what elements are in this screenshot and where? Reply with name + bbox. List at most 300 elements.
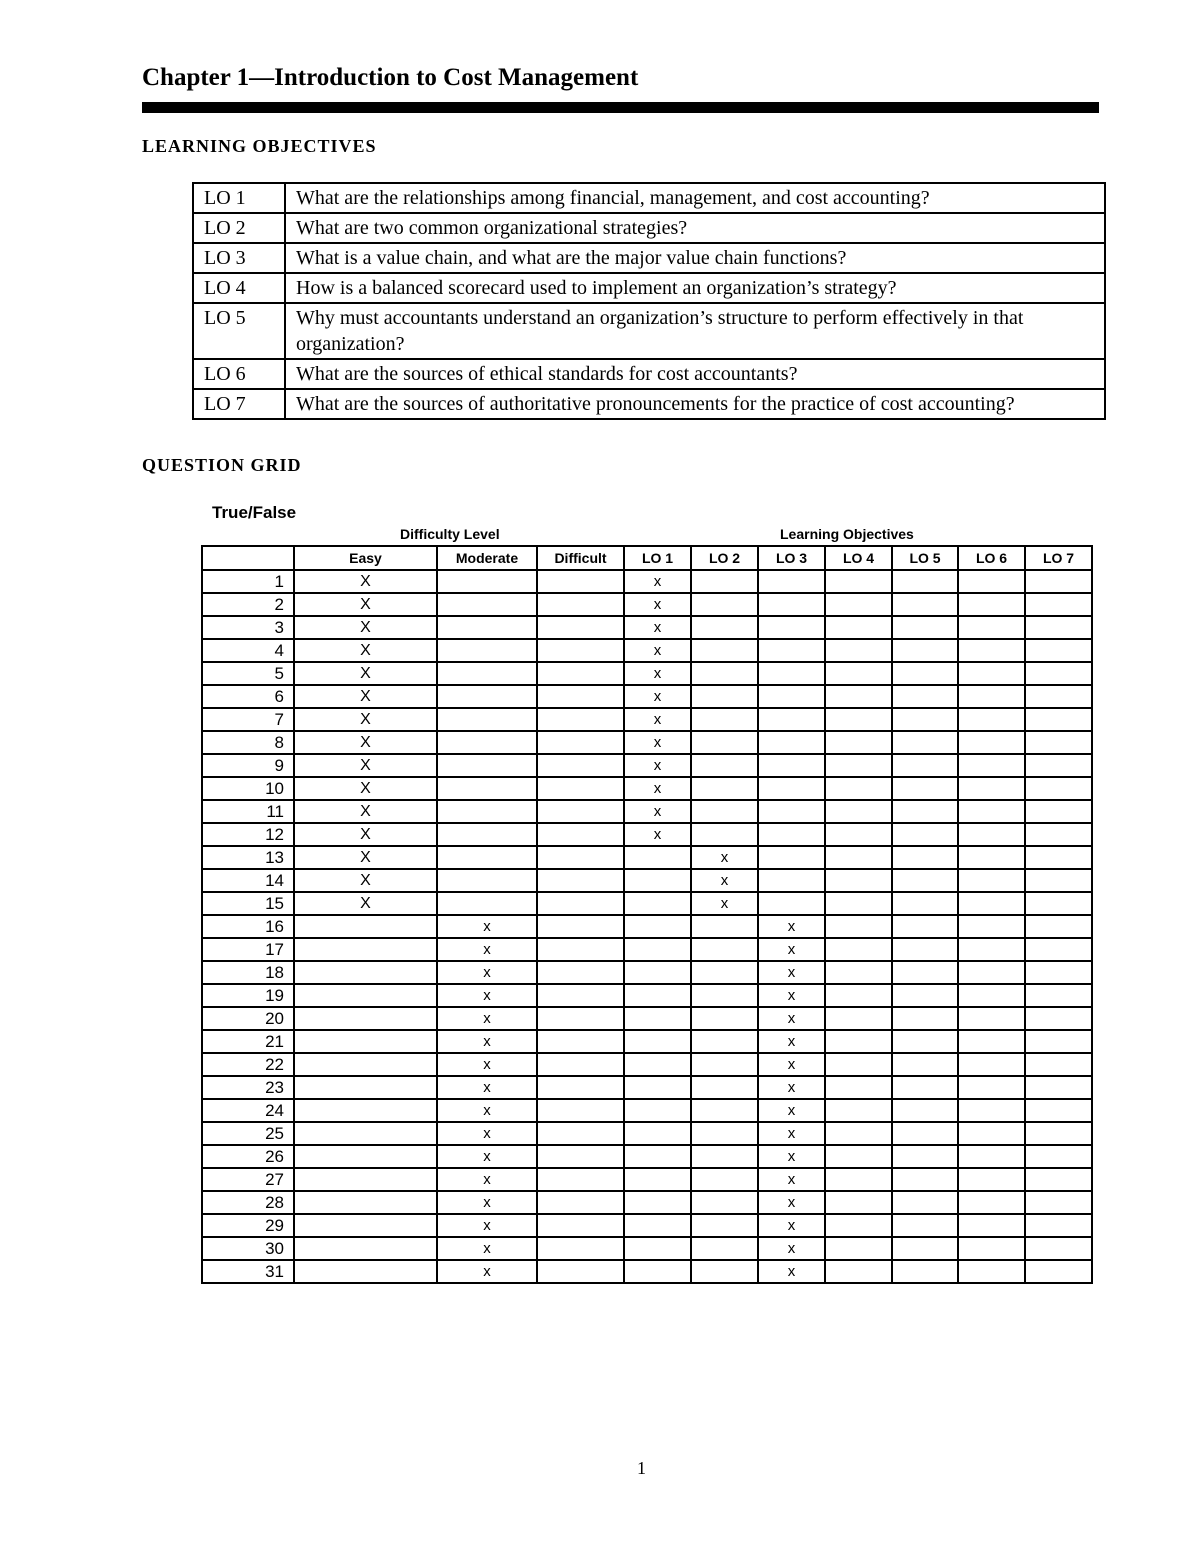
grid-mark-cell [691, 593, 758, 616]
grid-mark-cell [892, 1076, 958, 1099]
grid-mark-cell: x [758, 1076, 825, 1099]
grid-mark-cell [691, 1260, 758, 1283]
grid-mark-cell [758, 846, 825, 869]
question-number-cell: 25 [202, 1122, 294, 1145]
grid-mark-cell [892, 754, 958, 777]
question-number-cell: 10 [202, 777, 294, 800]
lo-row [193, 389, 1105, 419]
grid-mark-cell [537, 1122, 624, 1145]
grid-mark-cell [1025, 1007, 1092, 1030]
grid-mark-cell [892, 662, 958, 685]
grid-mark-cell: x [437, 984, 537, 1007]
grid-mark-cell [1025, 1122, 1092, 1145]
grid-mark-cell [691, 823, 758, 846]
grid-column-header: Moderate [437, 546, 537, 570]
grid-column-header: Easy [294, 546, 437, 570]
question-number-cell: 31 [202, 1260, 294, 1283]
lo-text-cell: What are the relationships among financial, management, and cost accounting? [285, 183, 1105, 213]
grid-mark-cell [437, 731, 537, 754]
grid-mark-cell [294, 961, 437, 984]
grid-mark-cell [537, 685, 624, 708]
grid-mark-cell [437, 777, 537, 800]
grid-mark-cell [437, 846, 537, 869]
grid-mark-cell [537, 570, 624, 593]
grid-mark-cell [1025, 708, 1092, 731]
table-row [202, 1007, 1092, 1030]
grid-mark-cell [958, 1191, 1025, 1214]
grid-mark-cell: x [758, 938, 825, 961]
question-number-cell: 4 [202, 639, 294, 662]
grid-mark-cell [1025, 1076, 1092, 1099]
grid-mark-cell [537, 1053, 624, 1076]
grid-mark-cell [437, 708, 537, 731]
grid-mark-cell [758, 892, 825, 915]
grid-mark-cell [958, 1007, 1025, 1030]
grid-mark-cell [691, 1191, 758, 1214]
grid-mark-cell: x [437, 915, 537, 938]
grid-mark-cell [825, 984, 892, 1007]
grid-mark-cell [1025, 984, 1092, 1007]
table-row [202, 984, 1092, 1007]
question-number-cell: 30 [202, 1237, 294, 1260]
grid-mark-cell [437, 593, 537, 616]
table-row [202, 1145, 1092, 1168]
grid-mark-cell: x [624, 777, 691, 800]
grid-mark-cell: x [437, 938, 537, 961]
grid-mark-cell: X [294, 869, 437, 892]
grid-mark-cell [624, 869, 691, 892]
grid-mark-cell [958, 616, 1025, 639]
grid-mark-cell [691, 777, 758, 800]
grid-mark-cell [691, 984, 758, 1007]
grid-mark-cell: x [437, 1237, 537, 1260]
grid-mark-cell [537, 777, 624, 800]
grid-mark-cell [958, 570, 1025, 593]
grid-mark-cell [1025, 823, 1092, 846]
grid-mark-cell [537, 1145, 624, 1168]
grid-mark-cell [537, 961, 624, 984]
difficulty-level-label: Difficulty Level [400, 526, 500, 542]
grid-mark-cell [691, 754, 758, 777]
question-number-cell: 1 [202, 570, 294, 593]
grid-mark-cell [958, 593, 1025, 616]
lo-row [193, 303, 1105, 359]
grid-mark-cell: x [437, 1191, 537, 1214]
grid-mark-cell [825, 1214, 892, 1237]
grid-mark-cell [892, 938, 958, 961]
grid-mark-cell: x [437, 1076, 537, 1099]
grid-mark-cell [825, 1007, 892, 1030]
table-row [202, 1053, 1092, 1076]
grid-mark-cell: x [758, 1053, 825, 1076]
question-grid-heading: QUESTION GRID [142, 455, 302, 475]
lo-id-cell: LO 4 [193, 273, 285, 303]
grid-mark-cell [294, 938, 437, 961]
grid-mark-cell: x [624, 616, 691, 639]
table-row [202, 1214, 1092, 1237]
grid-mark-cell [537, 593, 624, 616]
grid-mark-cell: x [437, 1053, 537, 1076]
grid-column-header: LO 5 [892, 546, 958, 570]
grid-mark-cell [758, 777, 825, 800]
grid-header-row [202, 546, 1092, 570]
lo-id-cell: LO 2 [193, 213, 285, 243]
table-row [202, 1168, 1092, 1191]
table-row [202, 1260, 1092, 1283]
question-number-cell: 27 [202, 1168, 294, 1191]
grid-mark-cell [1025, 1030, 1092, 1053]
grid-mark-cell [294, 1168, 437, 1191]
grid-mark-cell [691, 1030, 758, 1053]
grid-mark-cell [1025, 616, 1092, 639]
grid-mark-cell [537, 731, 624, 754]
grid-mark-cell [892, 961, 958, 984]
grid-mark-cell [758, 570, 825, 593]
grid-mark-cell [624, 915, 691, 938]
grid-mark-cell [1025, 754, 1092, 777]
grid-mark-cell [892, 1260, 958, 1283]
grid-mark-cell: x [758, 961, 825, 984]
grid-mark-cell [691, 1168, 758, 1191]
grid-mark-cell [892, 1237, 958, 1260]
table-row [202, 961, 1092, 984]
grid-mark-cell [294, 984, 437, 1007]
grid-mark-cell [437, 685, 537, 708]
grid-mark-cell [624, 1122, 691, 1145]
grid-mark-cell [537, 984, 624, 1007]
grid-mark-cell: X [294, 731, 437, 754]
grid-mark-cell [825, 938, 892, 961]
grid-mark-cell: x [624, 708, 691, 731]
grid-mark-cell [691, 1076, 758, 1099]
grid-mark-cell [892, 708, 958, 731]
grid-mark-cell: x [437, 1122, 537, 1145]
question-number-cell: 11 [202, 800, 294, 823]
grid-mark-cell [691, 1237, 758, 1260]
grid-mark-cell [958, 1145, 1025, 1168]
grid-mark-cell [1025, 869, 1092, 892]
grid-mark-cell [758, 754, 825, 777]
grid-mark-cell [1025, 639, 1092, 662]
table-row [202, 777, 1092, 800]
grid-mark-cell [537, 1030, 624, 1053]
grid-mark-cell [437, 570, 537, 593]
grid-mark-cell [958, 731, 1025, 754]
grid-mark-cell [624, 1214, 691, 1237]
grid-mark-cell [892, 1122, 958, 1145]
grid-mark-cell [825, 708, 892, 731]
grid-mark-cell [691, 1122, 758, 1145]
table-row [202, 708, 1092, 731]
grid-mark-cell [294, 1260, 437, 1283]
grid-mark-cell [1025, 1053, 1092, 1076]
grid-mark-cell [691, 639, 758, 662]
grid-mark-cell [758, 593, 825, 616]
grid-mark-cell [1025, 570, 1092, 593]
question-number-cell: 29 [202, 1214, 294, 1237]
lo-row [193, 243, 1105, 273]
grid-mark-cell [437, 869, 537, 892]
grid-mark-cell: x [758, 984, 825, 1007]
grid-mark-cell [958, 754, 1025, 777]
lo-text-cell: What are the sources of authoritative pronouncements for the practice of cost accounting? [285, 389, 1105, 419]
grid-mark-cell [1025, 777, 1092, 800]
grid-mark-cell [294, 1214, 437, 1237]
grid-mark-cell: X [294, 662, 437, 685]
grid-mark-cell: x [758, 1214, 825, 1237]
grid-mark-cell [892, 685, 958, 708]
grid-mark-cell [537, 708, 624, 731]
lo-text-cell: What are two common organizational strategies? [285, 213, 1105, 243]
grid-mark-cell [1025, 800, 1092, 823]
grid-mark-cell [825, 846, 892, 869]
grid-mark-cell [825, 1191, 892, 1214]
grid-mark-cell [758, 685, 825, 708]
grid-mark-cell: x [758, 1191, 825, 1214]
grid-mark-cell [294, 1076, 437, 1099]
grid-mark-cell [1025, 1214, 1092, 1237]
grid-mark-cell [958, 1030, 1025, 1053]
grid-mark-cell [892, 639, 958, 662]
grid-mark-cell [537, 662, 624, 685]
grid-mark-cell [691, 570, 758, 593]
table-row [202, 823, 1092, 846]
grid-column-header: LO 3 [758, 546, 825, 570]
grid-mark-cell [825, 593, 892, 616]
grid-body [202, 570, 1092, 1283]
grid-mark-cell [892, 869, 958, 892]
lo-id-cell: LO 7 [193, 389, 285, 419]
grid-mark-cell [691, 1007, 758, 1030]
grid-mark-cell: X [294, 570, 437, 593]
lo-text-cell: What is a value chain, and what are the major value chain functions? [285, 243, 1105, 273]
question-number-cell: 14 [202, 869, 294, 892]
grid-column-header: LO 4 [825, 546, 892, 570]
grid-mark-cell [1025, 915, 1092, 938]
grid-mark-cell [892, 777, 958, 800]
grid-mark-cell [624, 961, 691, 984]
grid-mark-cell: x [437, 961, 537, 984]
grid-mark-cell [537, 869, 624, 892]
question-number-cell: 9 [202, 754, 294, 777]
grid-mark-cell [758, 823, 825, 846]
grid-mark-cell [537, 915, 624, 938]
learning-objectives-body [193, 183, 1105, 419]
grid-mark-cell [825, 1122, 892, 1145]
question-number-cell: 7 [202, 708, 294, 731]
grid-mark-cell [958, 915, 1025, 938]
grid-mark-cell: x [624, 639, 691, 662]
grid-mark-cell: X [294, 708, 437, 731]
table-row [202, 846, 1092, 869]
grid-mark-cell [691, 685, 758, 708]
grid-mark-cell [537, 616, 624, 639]
table-row [202, 593, 1092, 616]
grid-column-header: LO 7 [1025, 546, 1092, 570]
grid-mark-cell [1025, 892, 1092, 915]
grid-mark-cell [624, 1191, 691, 1214]
grid-mark-cell [294, 1007, 437, 1030]
grid-mark-cell [691, 1053, 758, 1076]
table-row [202, 892, 1092, 915]
question-grid-table [201, 545, 1093, 1284]
table-row [202, 1191, 1092, 1214]
grid-mark-cell: x [437, 1030, 537, 1053]
grid-mark-cell [691, 662, 758, 685]
grid-mark-cell [691, 708, 758, 731]
grid-mark-cell [294, 1237, 437, 1260]
grid-mark-cell [1025, 1260, 1092, 1283]
grid-mark-cell: x [624, 754, 691, 777]
grid-mark-cell [892, 1145, 958, 1168]
grid-mark-cell [691, 1145, 758, 1168]
question-number-cell: 17 [202, 938, 294, 961]
question-number-cell: 21 [202, 1030, 294, 1053]
lo-id-cell: LO 5 [193, 303, 285, 359]
question-number-cell: 26 [202, 1145, 294, 1168]
grid-mark-cell [691, 1099, 758, 1122]
question-number-cell: 22 [202, 1053, 294, 1076]
grid-mark-cell [691, 800, 758, 823]
grid-mark-cell: x [624, 662, 691, 685]
grid-mark-cell [691, 1214, 758, 1237]
lo-text-cell: What are the sources of ethical standards for cost accountants? [285, 359, 1105, 389]
true-false-label: True/False [212, 503, 297, 522]
grid-mark-cell [624, 1030, 691, 1053]
grid-mark-cell [892, 1053, 958, 1076]
table-row [202, 639, 1092, 662]
lo-row [193, 213, 1105, 243]
grid-mark-cell: X [294, 823, 437, 846]
grid-mark-cell [1025, 961, 1092, 984]
grid-mark-cell [1025, 685, 1092, 708]
grid-mark-cell [958, 1237, 1025, 1260]
grid-mark-cell: x [437, 1260, 537, 1283]
grid-mark-cell [958, 708, 1025, 731]
grid-mark-cell [892, 1214, 958, 1237]
lo-id-cell: LO 6 [193, 359, 285, 389]
grid-mark-cell [825, 869, 892, 892]
table-row [202, 800, 1092, 823]
grid-mark-cell [1025, 846, 1092, 869]
table-row [202, 616, 1092, 639]
grid-mark-cell: x [624, 731, 691, 754]
question-number-cell: 20 [202, 1007, 294, 1030]
grid-mark-cell [825, 1168, 892, 1191]
grid-mark-cell [825, 1030, 892, 1053]
grid-mark-cell: X [294, 639, 437, 662]
grid-mark-cell [892, 616, 958, 639]
table-row [202, 685, 1092, 708]
grid-mark-cell [437, 754, 537, 777]
grid-mark-cell [294, 1122, 437, 1145]
grid-mark-cell [537, 938, 624, 961]
grid-mark-cell: x [437, 1007, 537, 1030]
table-row [202, 1122, 1092, 1145]
table-row [202, 754, 1092, 777]
grid-mark-cell: x [624, 685, 691, 708]
grid-mark-cell [691, 915, 758, 938]
grid-mark-cell: x [437, 1145, 537, 1168]
question-number-cell: 19 [202, 984, 294, 1007]
grid-mark-cell: X [294, 800, 437, 823]
grid-mark-cell: x [758, 1237, 825, 1260]
grid-mark-cell [892, 593, 958, 616]
grid-mark-cell [624, 1007, 691, 1030]
table-row [202, 1237, 1092, 1260]
grid-mark-cell [825, 1260, 892, 1283]
question-number-cell: 15 [202, 892, 294, 915]
grid-mark-cell: X [294, 754, 437, 777]
grid-mark-cell [892, 915, 958, 938]
grid-mark-cell [958, 662, 1025, 685]
grid-mark-cell [537, 639, 624, 662]
grid-mark-cell [437, 662, 537, 685]
grid-mark-cell [691, 731, 758, 754]
grid-mark-cell [1025, 1237, 1092, 1260]
title-rule [142, 102, 1099, 113]
grid-mark-cell [958, 823, 1025, 846]
grid-mark-cell [825, 1237, 892, 1260]
grid-mark-cell [758, 800, 825, 823]
question-number-cell: 24 [202, 1099, 294, 1122]
grid-mark-cell [437, 616, 537, 639]
grid-mark-cell [537, 1191, 624, 1214]
grid-mark-cell: x [691, 846, 758, 869]
grid-mark-cell [825, 685, 892, 708]
question-number-cell: 8 [202, 731, 294, 754]
question-number-cell: 3 [202, 616, 294, 639]
grid-mark-cell [892, 846, 958, 869]
grid-mark-cell [825, 915, 892, 938]
grid-mark-cell [892, 984, 958, 1007]
table-row [202, 915, 1092, 938]
grid-mark-cell: x [758, 1122, 825, 1145]
grid-mark-cell [537, 1237, 624, 1260]
grid-mark-cell [294, 1191, 437, 1214]
grid-mark-cell: x [624, 570, 691, 593]
grid-mark-cell: X [294, 685, 437, 708]
grid-mark-cell [758, 639, 825, 662]
grid-mark-cell [1025, 1099, 1092, 1122]
grid-mark-cell [825, 800, 892, 823]
grid-mark-cell [892, 731, 958, 754]
grid-mark-cell [958, 938, 1025, 961]
grid-mark-cell [537, 846, 624, 869]
grid-mark-cell [958, 1053, 1025, 1076]
chapter-title: Chapter 1—Introduction to Cost Management [142, 64, 639, 91]
question-number-cell: 13 [202, 846, 294, 869]
question-number-cell: 23 [202, 1076, 294, 1099]
learning-objectives-group-label: Learning Objectives [780, 526, 914, 542]
grid-mark-cell [892, 1030, 958, 1053]
table-row [202, 938, 1092, 961]
grid-mark-cell [437, 823, 537, 846]
grid-mark-cell [294, 1145, 437, 1168]
grid-mark-cell [825, 1099, 892, 1122]
lo-row [193, 183, 1105, 213]
grid-mark-cell [624, 1099, 691, 1122]
grid-mark-cell [958, 1260, 1025, 1283]
grid-mark-cell [691, 961, 758, 984]
grid-mark-cell [892, 1191, 958, 1214]
grid-mark-cell: x [691, 892, 758, 915]
grid-mark-cell [825, 777, 892, 800]
grid-mark-cell [825, 1053, 892, 1076]
grid-mark-cell [624, 1237, 691, 1260]
grid-mark-cell: x [758, 1030, 825, 1053]
grid-mark-cell [624, 984, 691, 1007]
